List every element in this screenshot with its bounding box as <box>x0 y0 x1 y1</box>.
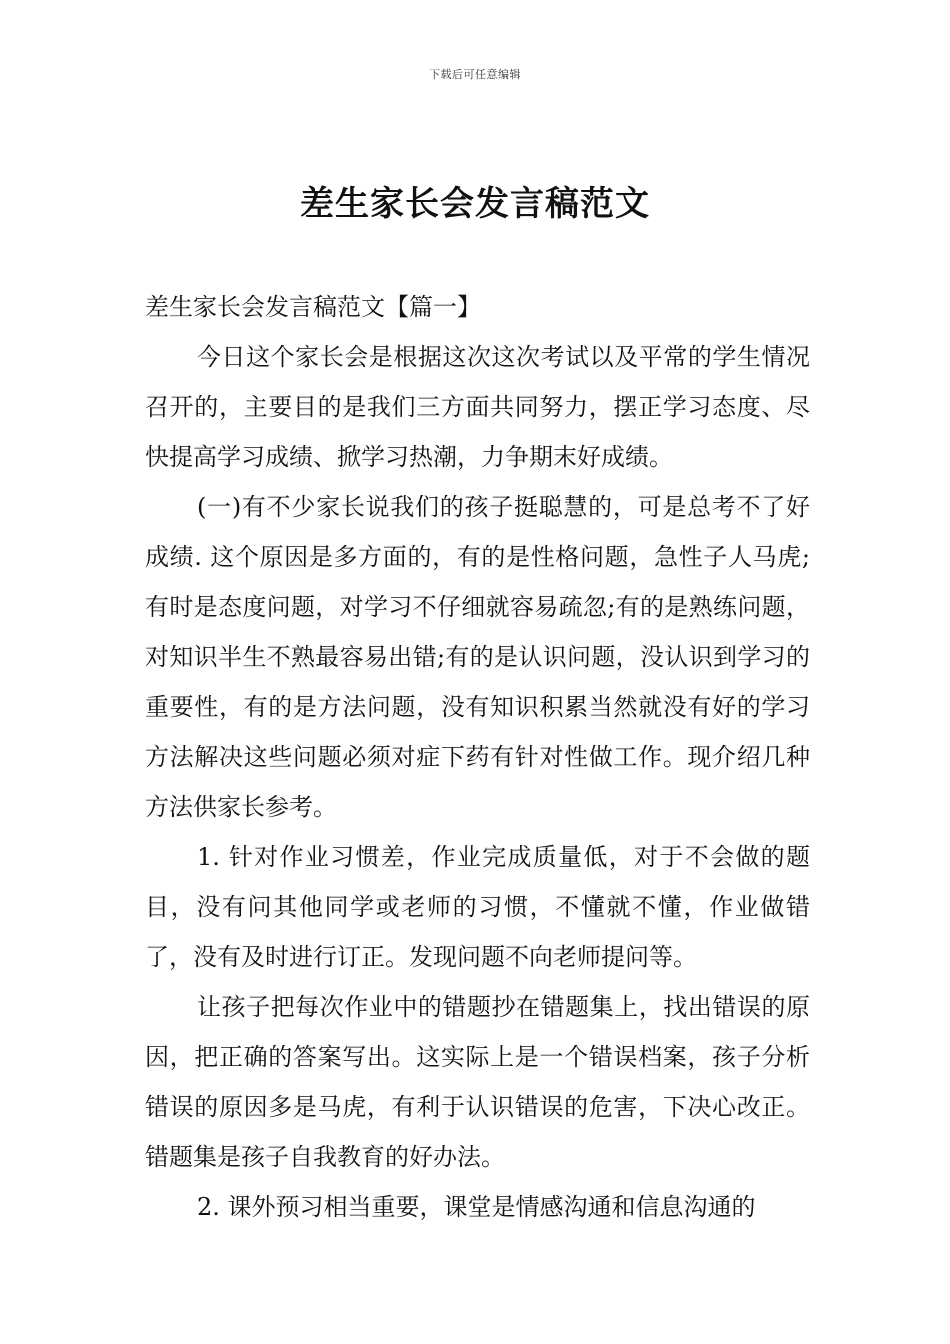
document-body <box>145 282 810 1232</box>
paragraph-intro: 今日这个家长会是根据这次这次考试以及平常的学生情况召开的，主要目的是我们三方面共同努力，摆正学习态度、尽快提高学习成绩、掀学习热潮，力争期末好成绩。 <box>145 343 810 471</box>
header-note: 下载后可任意编辑 <box>429 68 521 81</box>
paragraph-method-2: 2. 课外预习相当重要，课堂是情感沟通和信息沟通的 <box>197 1193 756 1221</box>
paragraph-reasons: (一)有不少家长说我们的孩子挺聪慧的，可是总考不了好成绩. 这个原因是多方面的，有的是性格问题，急性子人马虎;有时是态度问题，对学习不仔细就容易疏忽;有的是熟练问题，对知识半生不熟最容易出错;有的是认识问题，没认识到学习的重要性，有的是方法问题，没有知识积累当然就没有好的学习方法解决这些问题必须对症下药有针对性做工作。现介绍几种方法供家长参考。 <box>145 493 810 821</box>
paragraph-error-book: 让孩子把每次作业中的错题抄在错题集上，找出错误的原因，把正确的答案写出。这实际上是一个错误档案，孩子分析错误的原因多是马虎，有利于认识错误的危害，下决心改正。错题集是孩子自我教育的好办法。 <box>145 993 810 1171</box>
paragraph-method-1: 1. 针对作业习惯差，作业完成质量低，对于不会做的题目，没有问其他同学或老师的习惯，不懂就不懂，作业做错了，没有及时进行订正。发现问题不向老师提问等。 <box>145 843 810 971</box>
document-title: 差生家长会发言稿范文 <box>300 184 650 224</box>
section-heading: 差生家长会发言稿范文【篇一】 <box>145 293 481 321</box>
